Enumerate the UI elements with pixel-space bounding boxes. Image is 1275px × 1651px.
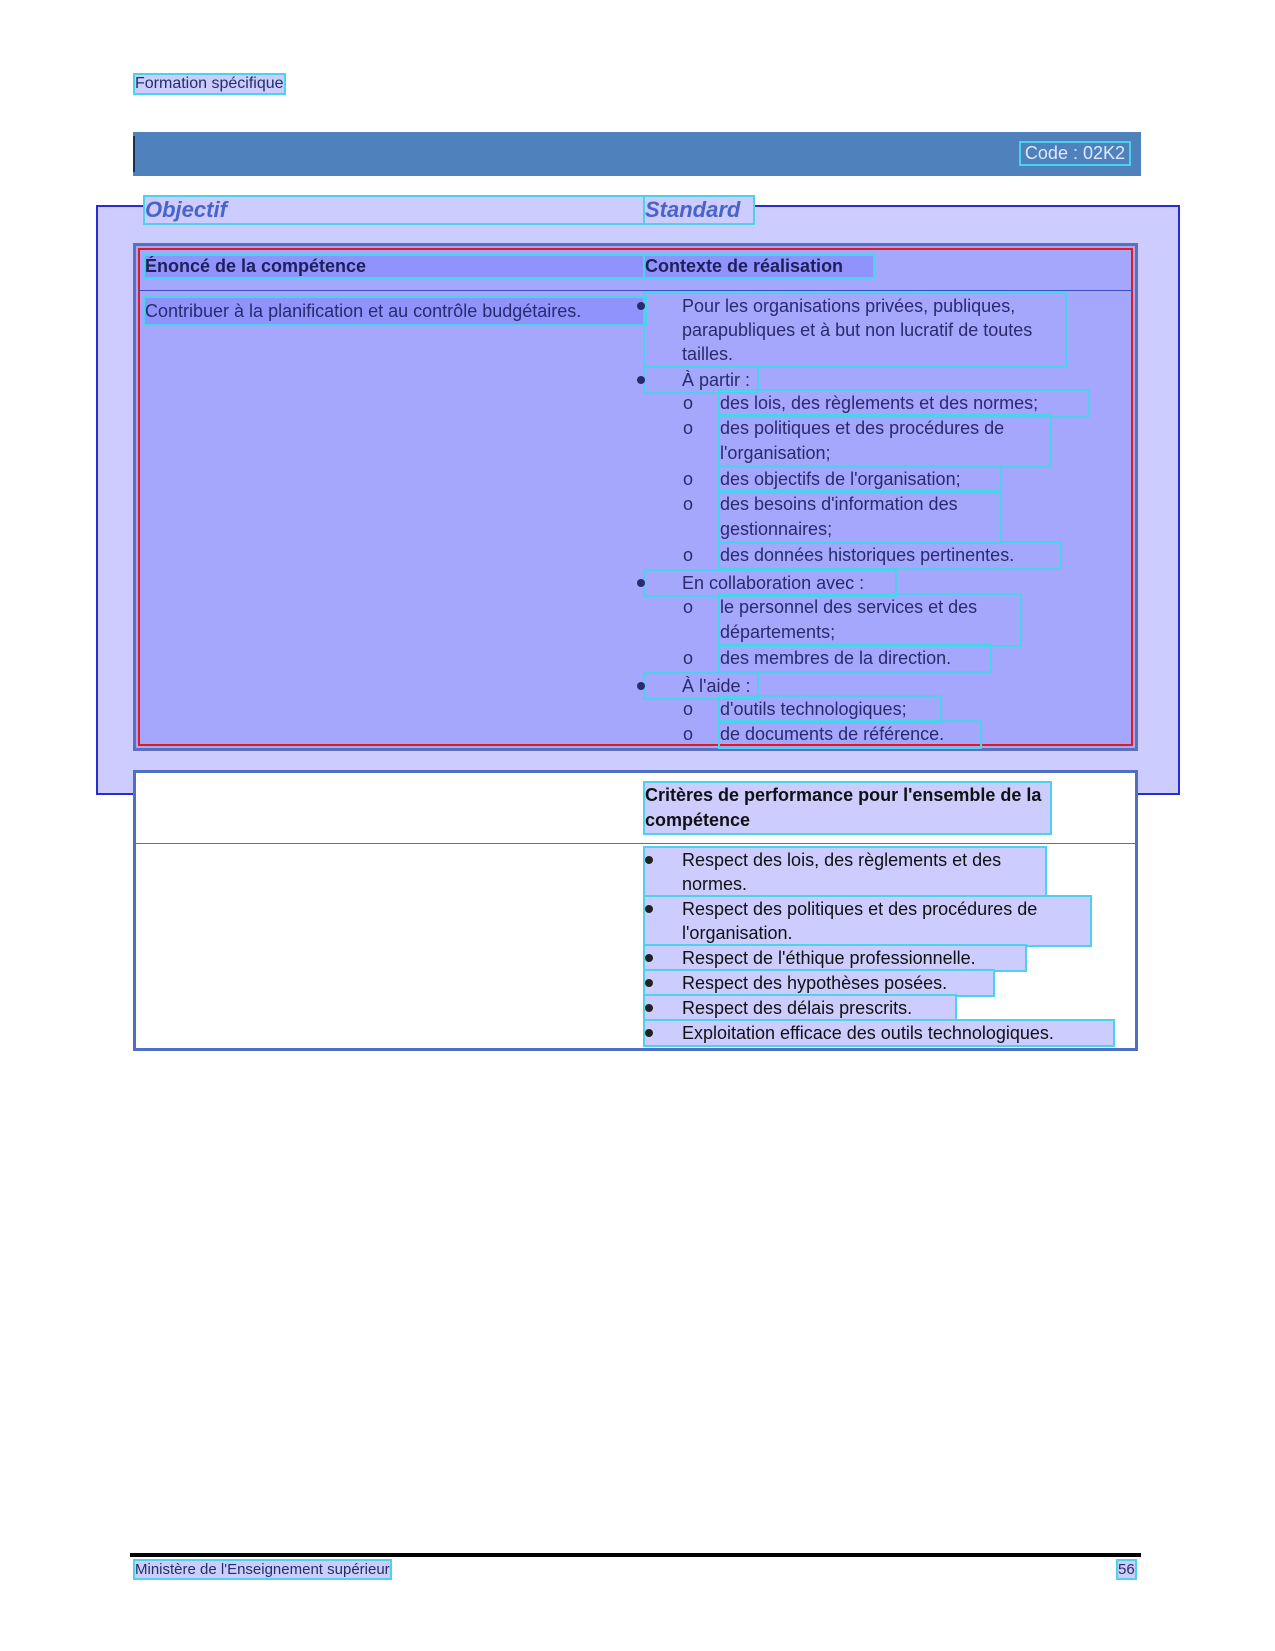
critere-item: Respect de l'éthique professionnelle.	[645, 946, 1025, 970]
page-number: 56	[1118, 1561, 1135, 1578]
bullet-icon	[645, 954, 653, 962]
contexte-item	[645, 674, 757, 698]
contexte-subitem: o de documents de référence.	[720, 722, 980, 747]
footer-rule	[130, 1553, 1141, 1557]
code-label: Code : 02K2	[1021, 143, 1129, 164]
contexte-title: Contexte de réalisation	[645, 256, 873, 277]
contexte-item	[645, 368, 757, 392]
bullet-icon	[645, 979, 653, 987]
contexte-subitem: o des besoins d'information des gestionnaires;	[720, 492, 1000, 542]
contexte-item-text: À partir :	[682, 370, 751, 390]
bullet-icon	[637, 376, 645, 384]
circle-bullet-icon: o	[683, 597, 694, 617]
circle-bullet-icon: o	[683, 648, 694, 668]
contexte-subitem: o des données historiques pertinentes.	[720, 543, 1060, 568]
circle-bullet-icon: o	[683, 418, 694, 438]
contexte-subitem: o des politiques et des procédures de l'organisation;	[720, 416, 1050, 466]
competence-text: Contribuer à la planification et au contrôle budgétaires.	[145, 298, 645, 324]
circle-bullet-icon: o	[683, 469, 694, 489]
column-label-objectif: Objectif	[145, 197, 645, 223]
contexte-item	[645, 294, 1065, 366]
contexte-subitem: o des objectifs de l'organisation;	[720, 467, 1000, 492]
footer-ministry: Ministère de l'Enseignement supérieur	[135, 1561, 390, 1578]
critere-item: Respect des lois, des règlements et des normes.	[645, 848, 1045, 896]
circle-bullet-icon: o	[683, 724, 694, 744]
competence-title: Énoncé de la compétence	[145, 256, 645, 277]
circle-bullet-icon: o	[683, 393, 694, 413]
table-header-separator	[136, 843, 1135, 844]
bullet-icon	[645, 1004, 653, 1012]
contexte-item-text: Pour les organisations privées, publiques, parapubliques et à but non lucratif de toutes tailles.	[682, 296, 1033, 364]
table-header-separator	[138, 290, 1133, 291]
contexte-subitem: o d'outils technologiques;	[720, 697, 940, 722]
critere-item: Respect des délais prescrits.	[645, 996, 955, 1020]
bullet-icon	[637, 579, 645, 587]
contexte-subitem: o le personnel des services et des départements;	[720, 595, 1020, 645]
bullet-icon	[637, 302, 645, 310]
bullet-icon	[637, 682, 645, 690]
bullet-icon	[645, 1029, 653, 1037]
contexte-subitem: o des membres de la direction.	[720, 646, 990, 671]
criteres-title: Critères de performance pour l'ensemble de la compétence	[645, 783, 1050, 833]
contexte-item-text: En collaboration avec :	[682, 573, 865, 593]
code-bar	[133, 132, 1141, 176]
critere-item: Respect des hypothèses posées.	[645, 971, 993, 995]
column-label-standard: Standard	[645, 197, 753, 223]
circle-bullet-icon: o	[683, 545, 694, 565]
critere-item: Exploitation efficace des outils technologiques.	[645, 1021, 1113, 1045]
circle-bullet-icon: o	[683, 699, 694, 719]
contexte-subitem: o des lois, des règlements et des normes;	[720, 391, 1088, 416]
running-header: Formation spécifique	[135, 75, 284, 92]
bullet-icon	[645, 905, 653, 913]
contexte-item-text: À l'aide :	[682, 676, 751, 696]
bullet-icon	[645, 856, 653, 864]
contexte-item	[645, 571, 895, 595]
code-bar-tick	[133, 136, 135, 172]
critere-item: Respect des politiques et des procédures de l'organisation.	[645, 897, 1090, 945]
circle-bullet-icon: o	[683, 494, 694, 514]
